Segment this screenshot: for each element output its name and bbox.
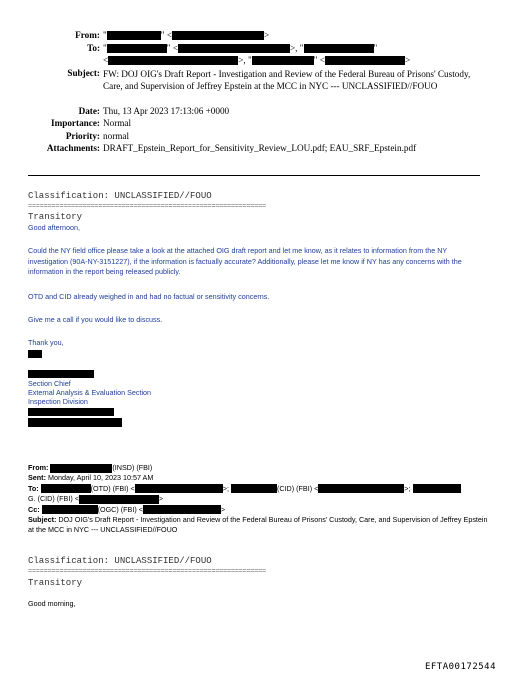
- signature-block: [28, 379, 151, 406]
- attachments-row: [0, 143, 512, 156]
- redaction: [231, 484, 277, 493]
- redaction: [304, 44, 374, 53]
- priority-value: normal: [103, 130, 130, 141]
- redaction: [50, 464, 112, 473]
- to-row-cont: < >, " " < >: [103, 55, 411, 65]
- forwarded-sent: [28, 473, 488, 483]
- separator-line: =============================================================: [28, 203, 266, 211]
- forwarded-subject-label: Subject:: [28, 515, 57, 525]
- transitory-line: Transitory: [28, 212, 83, 222]
- body-paragraph-2: OTD and CID already weighed in and had no factual or sensitivity concerns.: [28, 292, 270, 301]
- to-row: To: " " < >, " ": [87, 42, 378, 53]
- forwarded-from: [28, 463, 488, 473]
- forwarded-to-label: To:: [28, 483, 39, 493]
- to-label: To:: [87, 42, 100, 53]
- priority-label: Priority:: [65, 130, 100, 141]
- date-label: Date:: [78, 105, 100, 116]
- forwarded-sent-label: Sent:: [28, 473, 46, 483]
- redaction: [108, 56, 238, 65]
- signature-redaction: [28, 418, 122, 427]
- forwarded-subject: [28, 515, 488, 536]
- signature-section: External Analysis & Evaluation Section: [28, 388, 152, 397]
- redaction: [41, 484, 91, 493]
- redaction: [107, 44, 167, 53]
- importance-value: Normal: [103, 118, 132, 128]
- redaction: [178, 44, 290, 53]
- forwarded-header: [28, 463, 488, 536]
- redaction: [107, 31, 161, 40]
- document-id: EFTA00172544: [424, 662, 496, 672]
- importance-label: Importance:: [51, 118, 100, 128]
- signature-name-redaction: [28, 350, 42, 358]
- classification-line: Classification: UNCLASSIFIED//FOUO: [28, 191, 212, 201]
- forwarded-separator: =============================================================: [28, 568, 266, 576]
- forwarded-from-label: From:: [28, 463, 49, 472]
- date-row: [0, 106, 512, 119]
- signature-redaction: [28, 370, 94, 378]
- forwarded-cc-label: Cc:: [28, 504, 40, 514]
- redaction: [252, 56, 314, 65]
- signature-division: Inspection Division: [28, 397, 88, 406]
- forwarded-from-suffix: (INSD) (FBI): [112, 463, 153, 472]
- from-label: From:: [75, 30, 100, 40]
- redaction: [325, 56, 405, 65]
- body-paragraph-3: Give me a call if you would like to discuss.: [28, 315, 163, 324]
- date-value: Thu, 13 Apr 2023 17:13:06 +0000: [103, 105, 230, 116]
- greeting: Good afternoon,: [28, 223, 80, 232]
- redaction: [42, 505, 98, 514]
- forwarded-transitory: Transitory: [28, 578, 83, 588]
- closing: Thank you,: [28, 338, 64, 347]
- forwarded-subject-value: DOJ OIG's Draft Report - Investigation and Review of the Federal Bureau of Prisons' Custody, Care, and Supervision of Jeffrey Epstein at the MCC in NYC --- UNCLASSIFIED//FOUO: [28, 515, 488, 535]
- email-header: [0, 30, 512, 156]
- forwarded-greeting: Good morning,: [28, 599, 76, 608]
- redaction: [318, 484, 404, 493]
- redaction: [143, 505, 221, 514]
- forwarded-cc: Cc: (OGC) (FBI) < >: [28, 504, 226, 514]
- forwarded-classification: Classification: UNCLASSIFIED//FOUO: [28, 556, 212, 566]
- forwarded-to-cont: G. (CID) (FBI) < >: [28, 494, 164, 504]
- redaction: [172, 31, 264, 40]
- body-paragraph-1: Could the NY field office please take a look at the attached OIG draft report and let me know, as it relates to information from the NY investigation (90A-NY-3151227), if the information is factually accurate? Additionally, please let me know if NY has any concerns with the information in the report being released publicly.: [28, 246, 462, 277]
- signature-title: Section Chief: [28, 379, 71, 388]
- redaction: [79, 495, 159, 504]
- priority-row: [0, 131, 512, 144]
- importance-row: [0, 118, 512, 131]
- redaction: [135, 484, 223, 493]
- attachments-label: Attachments:: [46, 143, 100, 153]
- forwarded-sent-value: Monday, April 10, 2023 10:57 AM: [47, 473, 154, 483]
- redaction: [413, 484, 461, 493]
- signature-redaction: [28, 408, 114, 416]
- subject-row: [0, 68, 512, 106]
- from-row: From: " " < >: [75, 30, 270, 40]
- header-divider: [28, 175, 480, 176]
- subject-value: FW: DOJ OIG's Draft Report - Investigation and Review of the Federal Bureau of Prisons' Custody, Care, and Supervision of Jeffrey Epstein at the MCC in NYC --- UNCLASSIFIED//FOUO: [103, 68, 471, 91]
- attachments-value[interactable]: DRAFT_Epstein_Report_for_Sensitivity_Review_LOU.pdf; EAU_SRF_Epstein.pdf: [103, 143, 417, 153]
- subject-label: Subject:: [67, 67, 100, 78]
- forwarded-to: To: (OTD) (FBI) < >; (CID) (FBI) < >;: [28, 484, 488, 494]
